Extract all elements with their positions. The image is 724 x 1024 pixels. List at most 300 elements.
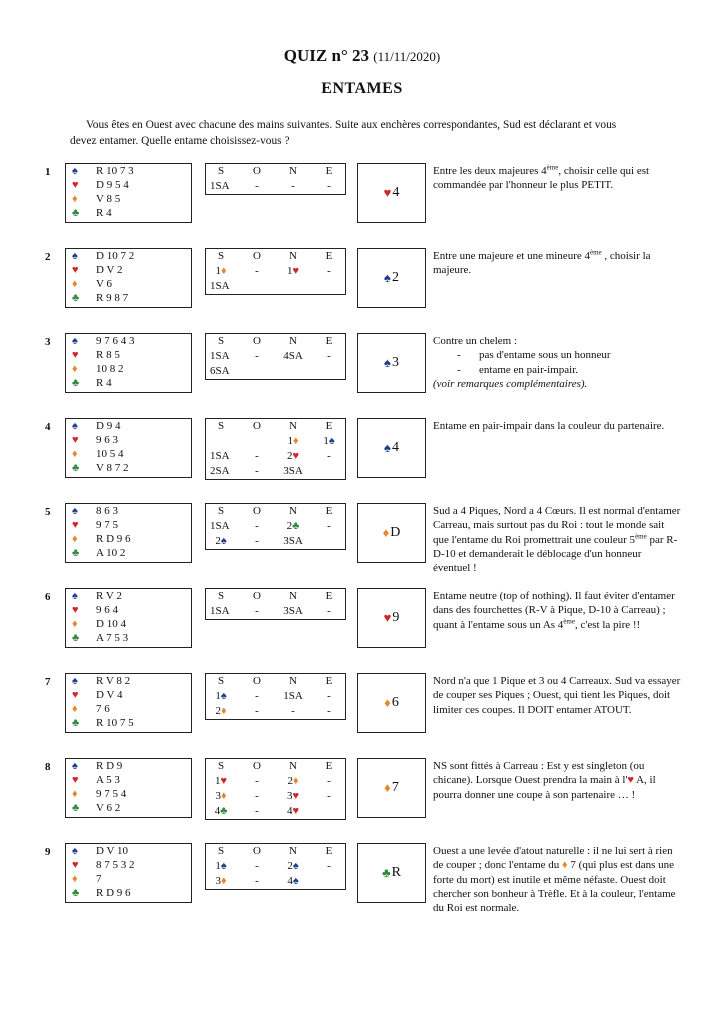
- bidding-header-s: S: [217, 250, 225, 262]
- hand-suit-line: [72, 178, 129, 193]
- problem-row: [0, 248, 724, 314]
- bid-cell: 1♥: [286, 265, 300, 277]
- bidding-sequence: [205, 349, 346, 380]
- bullet-dash: -: [457, 363, 461, 376]
- explanation: [433, 589, 681, 632]
- problem-number: 3: [45, 336, 51, 348]
- bid-suit-icon: ♦: [292, 775, 299, 787]
- ordinal-suffix: ème: [563, 616, 575, 625]
- bullet-text: entame en pair-impair.: [479, 363, 579, 376]
- bid-suit-icon: ♠: [292, 860, 299, 872]
- hand-cards: V 8 7 2: [96, 462, 129, 474]
- problem-row: [0, 503, 724, 575]
- spade-icon: ♠: [72, 250, 78, 262]
- heart-icon: ♥: [72, 349, 79, 361]
- bidding-header-s: S: [217, 335, 225, 347]
- bidding-header: [205, 843, 346, 859]
- hand-cards: R D 9: [96, 760, 123, 772]
- hand-cards: R V 2: [96, 590, 122, 602]
- bidding-header: [205, 503, 346, 519]
- hand-suit-line: [72, 362, 124, 377]
- hand-cards: 10 8 2: [96, 363, 124, 375]
- explanation: [433, 844, 681, 915]
- answer-card: 3: [391, 355, 399, 370]
- bid-cell: 2♦: [215, 705, 227, 717]
- hand-cards: R 4: [96, 207, 112, 219]
- problem-number: 5: [45, 506, 51, 518]
- hand-suit-line: [72, 787, 126, 802]
- bid-cell: 2SA: [210, 465, 230, 477]
- club-icon: ♣: [382, 865, 391, 880]
- bid-cell: 3♥: [286, 790, 300, 802]
- explanation-bullet: [433, 363, 681, 377]
- answer-box: [357, 758, 426, 818]
- hand-suit-line: [72, 603, 118, 618]
- hand-suit-line: [72, 546, 125, 561]
- west-hand: [65, 163, 192, 223]
- hand-cards: R D 9 6: [96, 533, 131, 545]
- west-hand: [65, 418, 192, 478]
- bid-cell: -: [255, 265, 259, 277]
- bidding-header-o: O: [253, 335, 261, 347]
- west-hand: [65, 333, 192, 393]
- answer-card: 4: [392, 185, 400, 200]
- page-subtitle: ENTAMES: [321, 80, 403, 97]
- hand-cards: 9 7 6 4 3: [96, 335, 135, 347]
- spade-icon: ♠: [384, 270, 391, 285]
- ordinal-suffix: ème: [635, 531, 647, 540]
- answer-card: 4: [391, 440, 399, 455]
- hand-suit-line: [72, 688, 123, 703]
- explanation-text: Entre une majeure et une mineure 4: [433, 250, 590, 262]
- hand-suit-line: [72, 858, 135, 873]
- intro-line-1: Vous êtes en Ouest avec chacune des mains suivantes. Suite aux enchères correspondantes, Sud est déclarant et vous: [86, 119, 617, 131]
- bidding-header-s: S: [217, 760, 225, 772]
- quiz-date: (11/11/2020): [373, 49, 441, 64]
- explanation-text: Ouest a une levée d'atout naturelle : il ne lui sert à rien de couper ; donc l'entame du: [433, 845, 673, 872]
- ordinal-suffix: ème: [590, 248, 602, 257]
- bidding-sequence: [205, 604, 346, 620]
- page-title: [0, 46, 724, 66]
- bid-cell: 4♥: [286, 805, 300, 817]
- bid-cell: 1SA: [210, 605, 230, 617]
- bid-cell: 3♦: [215, 875, 227, 887]
- bidding-header-e: E: [325, 760, 333, 772]
- spade-icon: ♠: [72, 505, 78, 517]
- bidding-header: [205, 588, 346, 604]
- heart-icon: ♥: [72, 179, 79, 191]
- bid-cell: 3♦: [215, 790, 227, 802]
- west-hand: [65, 843, 192, 903]
- bid-suit-icon: ♠: [220, 690, 227, 702]
- explanation-text: Nord n'a que 1 Pique et 3 ou 4 Carreaux. Sud va essayer de couper ses Piques ; Ouest, qui tient les Piques, doit limiter ces coupes. Il DOIT entamer ATOUT.: [433, 675, 681, 716]
- bid-cell: -: [327, 450, 331, 462]
- explanation: [433, 504, 681, 575]
- hand-suit-line: [72, 589, 122, 604]
- west-hand: [65, 248, 192, 308]
- spade-icon: ♠: [384, 355, 391, 370]
- hand-suit-line: [72, 801, 120, 816]
- bidding-header-n: N: [289, 845, 297, 857]
- ordinal-suffix: ème: [546, 163, 559, 172]
- bid-cell: 1SA: [283, 690, 303, 702]
- problem-number: 1: [45, 166, 51, 178]
- hand-cards: 9 7 5 4: [96, 788, 127, 800]
- hand-cards: 8 7 5 3 2: [96, 859, 135, 871]
- hand-cards: 7 6: [96, 703, 110, 715]
- bidding-header-o: O: [253, 675, 261, 687]
- hand-cards: D V 2: [96, 264, 123, 276]
- answer-card: 9: [392, 610, 400, 625]
- diamond-icon: ♦: [72, 618, 78, 630]
- bid-suit-icon: ♥: [220, 775, 228, 787]
- bidding-header-e: E: [325, 165, 333, 177]
- problem-row: [0, 673, 724, 739]
- bid-cell: 1♦: [287, 435, 299, 447]
- diamond-icon: ♦: [384, 780, 391, 795]
- bid-cell: -: [327, 350, 331, 362]
- bidding-header-n: N: [289, 590, 297, 602]
- bidding-header-o: O: [253, 165, 261, 177]
- hand-suit-line: [72, 872, 102, 887]
- bid-suit-icon: ♠: [220, 860, 227, 872]
- bid-cell: 2♠: [287, 860, 299, 872]
- club-icon: ♣: [72, 462, 80, 474]
- bidding-header-o: O: [253, 845, 261, 857]
- hand-suit-line: [72, 249, 134, 264]
- answer-card: 7: [391, 780, 399, 795]
- hand-suit-line: [72, 532, 131, 547]
- hand-cards: A 7 5 3: [96, 632, 129, 644]
- hand-cards: 8 6 3: [96, 505, 118, 517]
- hand-suit-line: [72, 334, 135, 349]
- heart-icon: ♥: [72, 264, 79, 276]
- spade-icon: ♠: [72, 165, 78, 177]
- explanation-text: , c'est la pire !!: [574, 618, 641, 631]
- bid-cell: 4♣: [214, 805, 228, 817]
- bidding-header: [205, 418, 346, 434]
- hand-cards: V 8 5: [96, 193, 121, 205]
- hand-suit-line: [72, 674, 130, 689]
- bid-cell: 6SA: [210, 365, 230, 377]
- explanation-text: A, il pourra donner une coupe à son partenaire … !: [433, 774, 656, 801]
- hand-suit-line: [72, 192, 120, 207]
- answer-box: [357, 333, 426, 393]
- bid-cell: -: [255, 775, 259, 787]
- hand-suit-line: [72, 461, 129, 476]
- answer-box: [357, 248, 426, 308]
- inline-suit-icon: ♥: [627, 774, 634, 787]
- diamond-icon: ♦: [72, 873, 78, 885]
- heart-icon: ♥: [72, 774, 79, 786]
- bullet-dash: -: [457, 349, 461, 362]
- bidding-box: [205, 588, 346, 620]
- bidding-header-o: O: [253, 505, 261, 517]
- bidding-header-s: S: [217, 165, 225, 177]
- bidding-box: [205, 758, 346, 820]
- heart-icon: ♥: [72, 519, 79, 531]
- explanation-text: Entame neutre (top of nothing). Il faut éviter d'entamer dans des fourchettes (R-V à Pique, D-10 à Carreau) ; quant à l'entame sous un As 4: [433, 590, 675, 631]
- bid-cell: -: [327, 705, 331, 717]
- hand-suit-line: [72, 433, 118, 448]
- hand-cards: R 9 8 7: [96, 292, 129, 304]
- problem-number: 6: [45, 591, 51, 603]
- hand-suit-line: [72, 617, 126, 632]
- bidding-header-o: O: [253, 250, 261, 262]
- answer-box: [357, 418, 426, 478]
- spade-icon: ♠: [72, 675, 78, 687]
- bid-cell: -: [255, 450, 259, 462]
- bid-cell: -: [255, 790, 259, 802]
- bid-suit-icon: ♥: [292, 265, 300, 277]
- hand-suit-line: [72, 348, 120, 363]
- hand-suit-line: [72, 291, 128, 306]
- spade-icon: ♠: [72, 845, 78, 857]
- club-icon: ♣: [72, 802, 80, 814]
- answer-box: [357, 673, 426, 733]
- bidding-box: [205, 248, 346, 295]
- heart-icon: ♥: [72, 434, 79, 446]
- intro-text: [70, 117, 676, 149]
- bid-cell: 1SA: [210, 180, 230, 192]
- bullet-text: pas d'entame sous un honneur: [479, 349, 611, 362]
- diamond-icon: ♦: [382, 525, 390, 540]
- bid-cell: -: [291, 180, 295, 192]
- bidding-header-o: O: [253, 420, 261, 432]
- bidding-sequence: [205, 434, 346, 480]
- hand-cards: V 6: [96, 278, 112, 290]
- bid-suit-icon: ♠: [328, 435, 335, 447]
- bid-cell: 1♠: [323, 435, 335, 447]
- hand-cards: A 5 3: [96, 774, 120, 786]
- bid-cell: -: [327, 790, 331, 802]
- bid-cell: -: [255, 350, 259, 362]
- explanation: [433, 759, 681, 802]
- bid-cell: 1SA: [210, 450, 230, 462]
- problem-number: 4: [45, 421, 51, 433]
- hand-cards: D 10 4: [96, 618, 126, 630]
- hand-suit-line: [72, 164, 134, 179]
- club-icon: ♣: [72, 717, 80, 729]
- bidding-header: [205, 673, 346, 689]
- bid-cell: -: [327, 775, 331, 787]
- bid-suit-icon: ♥: [292, 805, 300, 817]
- bidding-sequence: [205, 264, 346, 295]
- bid-cell: 2♣: [286, 520, 300, 532]
- bid-cell: -: [255, 520, 259, 532]
- hand-suit-line: [72, 419, 120, 434]
- diamond-icon: ♦: [72, 703, 78, 715]
- bidding-sequence: [205, 519, 346, 550]
- bidding-header-e: E: [325, 505, 333, 517]
- west-hand: [65, 758, 192, 818]
- answer-card: 6: [391, 695, 399, 710]
- explanation: [433, 249, 681, 278]
- bid-cell: -: [327, 180, 331, 192]
- bidding-header-e: E: [325, 250, 333, 262]
- bidding-header-s: S: [217, 590, 225, 602]
- bid-suit-icon: ♠: [292, 875, 299, 887]
- bid-suit-icon: ♠: [220, 535, 227, 547]
- inline-suit-icon: ♦: [562, 859, 568, 872]
- hand-cards: V 6 2: [96, 802, 121, 814]
- bidding-header: [205, 248, 346, 264]
- bid-cell: -: [255, 690, 259, 702]
- answer-box: [357, 588, 426, 648]
- explanation: [433, 419, 681, 433]
- diamond-icon: ♦: [72, 533, 78, 545]
- answer-card: D: [390, 525, 401, 540]
- bid-cell: -: [255, 605, 259, 617]
- bid-cell: 1SA: [210, 520, 230, 532]
- bidding-box: [205, 418, 346, 480]
- west-hand: [65, 588, 192, 648]
- bid-suit-icon: ♦: [220, 875, 227, 887]
- bid-cell: 1♠: [215, 860, 227, 872]
- hand-suit-line: [72, 206, 112, 221]
- hand-suit-line: [72, 773, 120, 788]
- explanation-text: NS sont fittés à Carreau : Est y est singleton (ou chicane). Lorsque Ouest prendra la main à l': [433, 760, 645, 787]
- bidding-header: [205, 758, 346, 774]
- explanation-text: , choisir la majeure.: [433, 250, 651, 277]
- spade-icon: ♠: [72, 760, 78, 772]
- quiz-title: QUIZ n° 23: [283, 46, 370, 65]
- bidding-header-e: E: [325, 335, 333, 347]
- bid-cell: 4♠: [287, 875, 299, 887]
- hand-suit-line: [72, 886, 131, 901]
- bidding-header-e: E: [325, 675, 333, 687]
- bidding-header-s: S: [217, 420, 225, 432]
- hand-suit-line: [72, 504, 118, 519]
- answer-box: [357, 503, 426, 563]
- bidding-header-n: N: [289, 165, 297, 177]
- club-icon: ♣: [72, 292, 80, 304]
- explanation: [433, 334, 681, 391]
- problem-row: [0, 758, 724, 824]
- hand-cards: R V 8 2: [96, 675, 131, 687]
- hand-suit-line: [72, 518, 118, 533]
- bid-cell: 1SA: [210, 350, 230, 362]
- hand-cards: 9 6 4: [96, 604, 118, 616]
- bid-cell: -: [327, 690, 331, 702]
- west-hand: [65, 673, 192, 733]
- problem-number: 9: [45, 846, 51, 858]
- answer-card: 2: [391, 270, 399, 285]
- problem-row: [0, 588, 724, 654]
- hand-cards: D 10 7 2: [96, 250, 135, 262]
- bidding-header-e: E: [325, 590, 333, 602]
- hand-suit-line: [72, 702, 110, 717]
- bid-cell: -: [255, 180, 259, 192]
- bid-cell: -: [255, 805, 259, 817]
- bid-suit-icon: ♣: [292, 520, 300, 532]
- bid-cell: 2♦: [287, 775, 299, 787]
- intro-line-2: devez entamer. Quelle entame choisissez-vous ?: [70, 135, 290, 147]
- problem-number: 2: [45, 251, 51, 263]
- west-hand: [65, 503, 192, 563]
- hand-cards: D 9 5 4: [96, 179, 129, 191]
- bidding-sequence: [205, 774, 346, 820]
- bidding-header-n: N: [289, 420, 297, 432]
- club-icon: ♣: [72, 887, 80, 899]
- bid-suit-icon: ♦: [220, 265, 227, 277]
- heart-icon: ♥: [383, 610, 392, 625]
- spade-icon: ♠: [72, 590, 78, 602]
- bidding-box: [205, 673, 346, 720]
- bid-cell: 3SA: [283, 535, 303, 547]
- club-icon: ♣: [72, 207, 80, 219]
- diamond-icon: ♦: [72, 788, 78, 800]
- problem-number: 8: [45, 761, 51, 773]
- bidding-header-n: N: [289, 335, 297, 347]
- bid-cell: -: [255, 465, 259, 477]
- problem-row: [0, 418, 724, 484]
- bidding-header-s: S: [217, 845, 225, 857]
- bidding-header: [205, 333, 346, 349]
- diamond-icon: ♦: [72, 193, 78, 205]
- explanation-text: par R-D-10 et demanderait le déblocage d'un honneur éventuel !: [433, 533, 678, 575]
- bid-cell: -: [255, 705, 259, 717]
- hand-suit-line: [72, 277, 112, 292]
- bid-cell: 1♠: [215, 690, 227, 702]
- answer-box: [357, 163, 426, 223]
- bid-cell: -: [255, 535, 259, 547]
- hand-suit-line: [72, 759, 122, 774]
- problem-row: [0, 843, 724, 915]
- bidding-sequence: [205, 179, 346, 195]
- bid-cell: 2♠: [215, 535, 227, 547]
- hand-cards: R 10 7 3: [96, 165, 134, 177]
- hand-suit-line: [72, 376, 112, 391]
- bid-cell: -: [291, 705, 295, 717]
- bid-suit-icon: ♦: [220, 705, 227, 717]
- explanation: [433, 164, 681, 193]
- diamond-icon: ♦: [72, 278, 78, 290]
- bidding-header-o: O: [253, 760, 261, 772]
- club-icon: ♣: [72, 377, 80, 389]
- club-icon: ♣: [72, 547, 80, 559]
- bidding-header-e: E: [325, 845, 333, 857]
- bid-cell: 1♥: [214, 775, 228, 787]
- heart-icon: ♥: [72, 604, 79, 616]
- heart-icon: ♥: [72, 859, 79, 871]
- bid-cell: -: [327, 860, 331, 872]
- answer-box: [357, 843, 426, 903]
- bidding-box: [205, 503, 346, 550]
- bidding-header-o: O: [253, 590, 261, 602]
- hand-cards: D V 10: [96, 845, 128, 857]
- diamond-icon: ♦: [72, 448, 78, 460]
- hand-cards: 7: [96, 873, 102, 885]
- bid-cell: 3SA: [283, 605, 303, 617]
- bid-cell: -: [327, 520, 331, 532]
- explanation: [433, 674, 681, 717]
- problem-number: 7: [45, 676, 51, 688]
- bidding-header-n: N: [289, 675, 297, 687]
- hand-cards: R 4: [96, 377, 112, 389]
- explanation-note: (voir remarques complémentaires).: [433, 377, 588, 390]
- bidding-header-n: N: [289, 250, 297, 262]
- bid-cell: 2♥: [286, 450, 300, 462]
- bid-suit-icon: ♦: [292, 435, 299, 447]
- explanation-text: , choisir celle qui est commandée par l'honneur le plus PETIT.: [433, 165, 650, 192]
- diamond-icon: ♦: [384, 695, 391, 710]
- club-icon: ♣: [72, 632, 80, 644]
- diamond-icon: ♦: [72, 363, 78, 375]
- hand-suit-line: [72, 716, 134, 731]
- bidding-header-e: E: [325, 420, 333, 432]
- explanation-text: Entre les deux majeures 4: [433, 165, 547, 177]
